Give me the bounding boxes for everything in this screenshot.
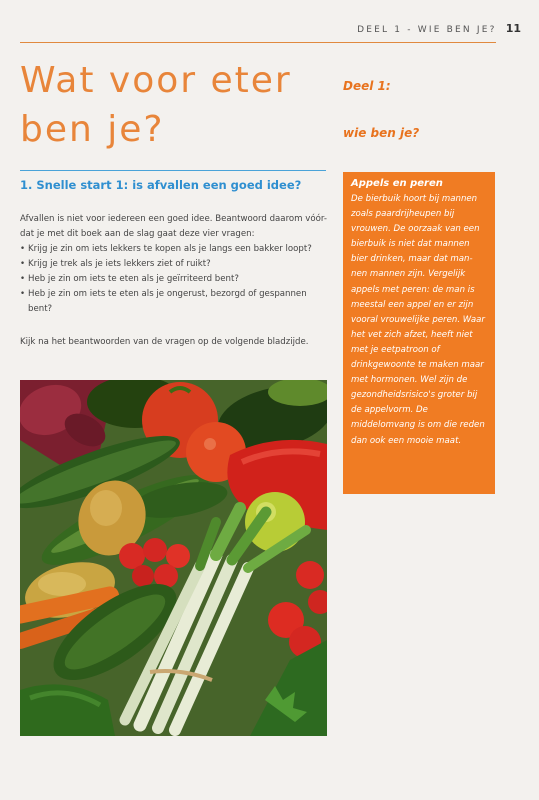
section-rule — [20, 170, 326, 171]
page-title-line-2: ben je? — [20, 109, 165, 150]
question-item: • Heb je zin om iets te eten als je geïrriteerd bent? — [20, 272, 330, 287]
question-item: • Krijg je trek als je iets lekkers ziet of ruikt? — [20, 257, 330, 272]
part-label-line-1: Deel 1: — [343, 79, 391, 93]
running-header-label: DEEL 1 - WIE BEN JE? — [357, 25, 497, 35]
part-label-line-2: wie ben je? — [343, 126, 420, 140]
section-heading: 1. Snelle start 1: is afvallen een goed idee? — [20, 178, 302, 192]
sidebar-title: Appels en peren — [351, 178, 443, 189]
sidebar-text: De bierbuik hoort bij mannen zoals paardrijheupen bij vrouwen. De oorzaak van een bierbuik is niet dat mannen bier drinken, maar dat man-nen mannen zijn. Vergelijk appels met peren: de man is meestal een appel en er zijn vooral vrouwelijke peren. Waar het vet zich afzet, heeft niet met je eetpatroon of drinkgewoonte te maken maar met hormonen. Wel zijn de gezondheidsrisico's groter bij de appelvorm. De middelomvang is om die reden dan ook een mooie maat. — [351, 194, 485, 446]
question-item: • Heb je zin om iets te eten als je ongerust, bezorgd of gespannen bent? — [20, 287, 330, 317]
intro-paragraph: Afvallen is niet voor iedereen een goed idee. Beantwoord daarom vóór-dat je met dit boek aan de slag gaat deze vier vragen: — [20, 214, 327, 239]
page-number: 11 — [505, 22, 521, 35]
page-title-line-1: Wat voor eter — [20, 60, 292, 101]
page-title — [20, 56, 320, 154]
running-header — [357, 22, 521, 35]
vegetables-photo — [20, 380, 327, 736]
body-text — [20, 212, 330, 350]
question-item: • Krijg je zin om iets lekkers te kopen als je langs een bakker loopt? — [20, 242, 330, 257]
header-rule — [20, 42, 496, 43]
vegetables-illustration — [20, 380, 327, 736]
closing-paragraph: Kijk na het beantwoorden van de vragen op de volgende bladzijde. — [20, 337, 309, 347]
sidebar-box — [343, 172, 495, 494]
question-list — [20, 242, 330, 317]
